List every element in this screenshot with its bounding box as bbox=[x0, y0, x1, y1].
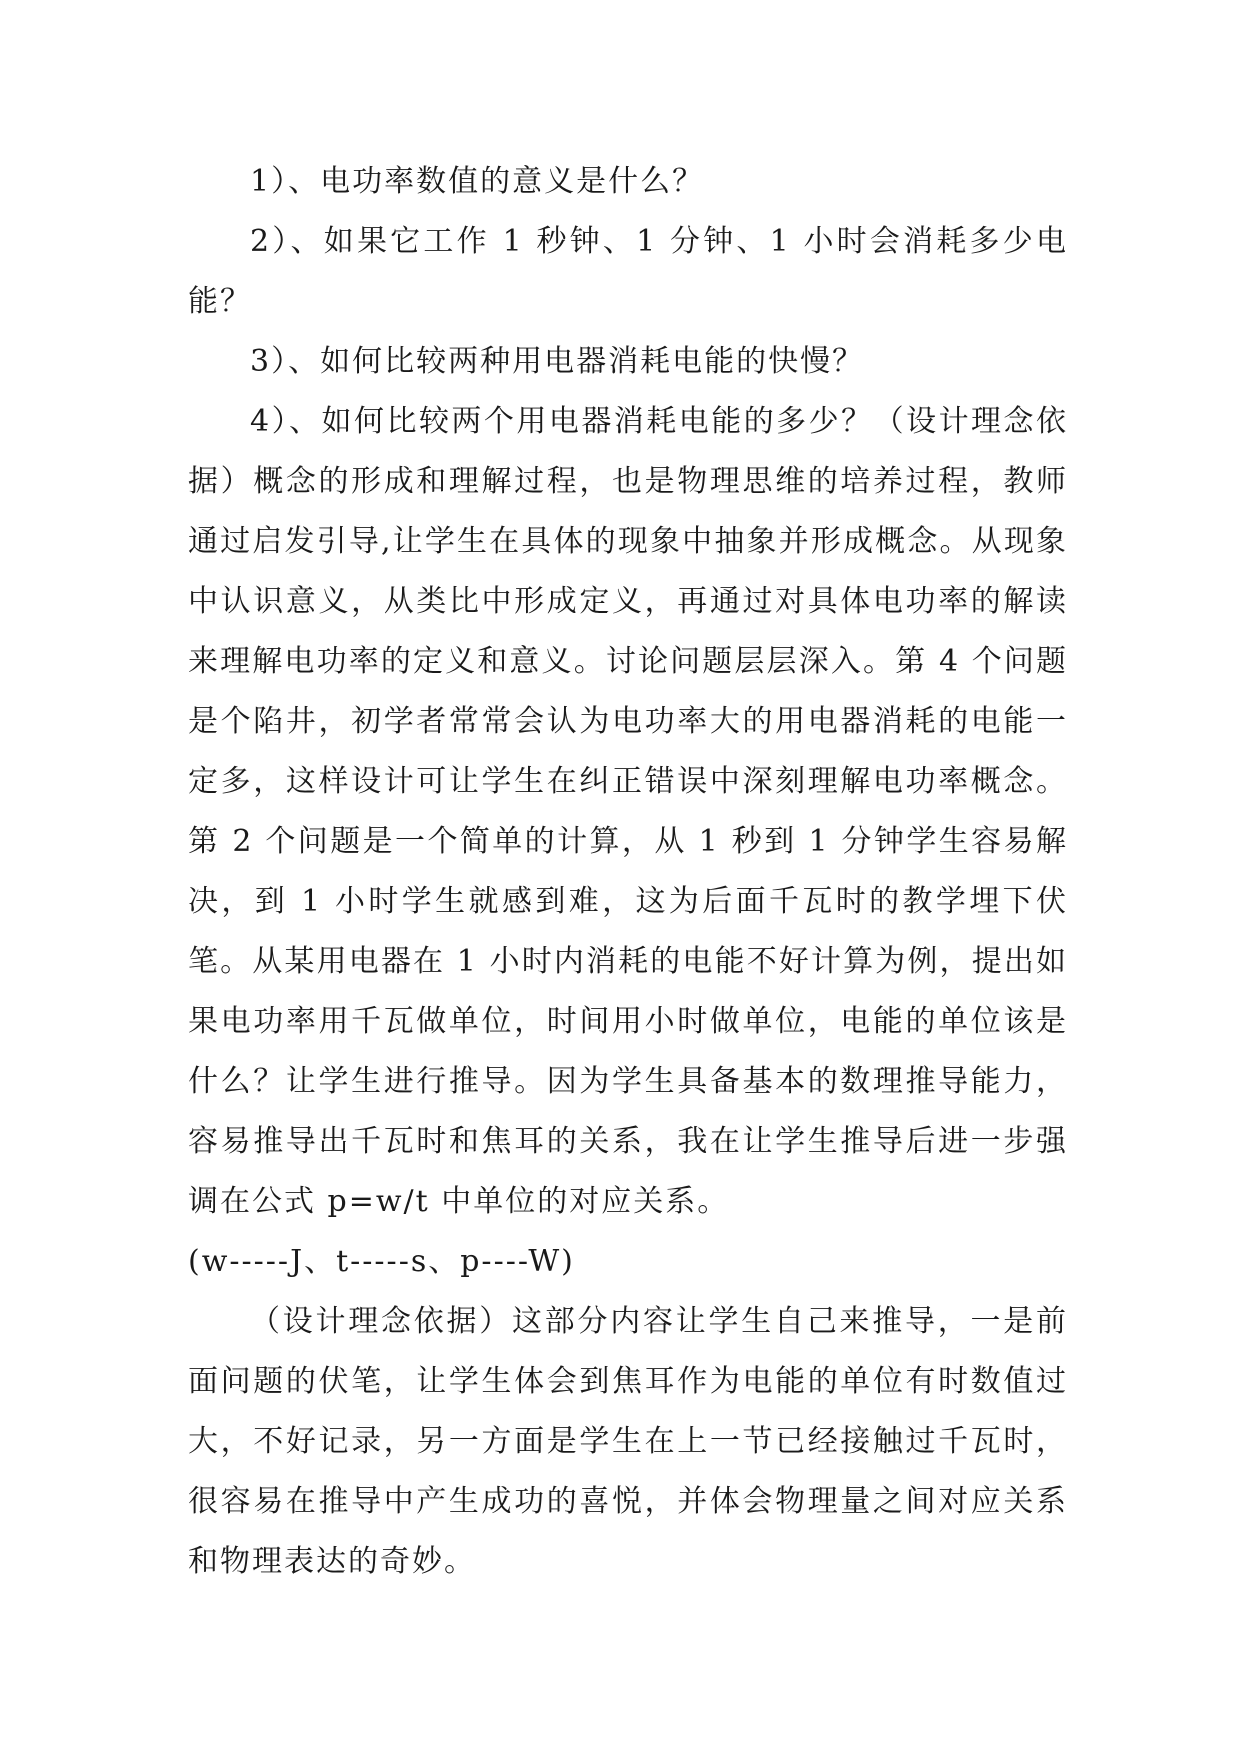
question-4-paragraph: 4）、如何比较两个用电器消耗电能的多少？（设计理念依据）概念的形成和理解过程，也是物理思维的培养过程，教师通过启发引导,让学生在具体的现象中抽象并形成概念。从现象中认识意义，从类比中形成定义，再通过对具体电功率的解读来理解电功率的定义和意义。讨论问题层层深入。第 4 个问题是个陷井，初学者常常会认为电功率大的用电器消耗的电能一定多，这样设计可让学生在纠正错误中深刻理解电功率概念。第 2 个问题是一个简单的计算，从 1 秒到 1 分钟学生容易解决，到 1 小时学生就感到难，这为后面千瓦时的教学埋下伏笔。从某用电器在 1 小时内消耗的电能不好计算为例，提出如果电功率用千瓦做单位，时间用小时做单位，电能的单位该是什么？让学生进行推导。因为学生具备基本的数理推导能力，容易推导出千瓦时和焦耳的关系，我在让学生推导后进一步强调在公式 p=w/t 中单位的对应关系。 bbox=[188, 404, 1068, 1219]
unit-correspondence-paragraph: (w-----J、t-----s、p----W) bbox=[188, 1244, 575, 1279]
question-1-paragraph: 1）、电功率数值的意义是什么？ bbox=[250, 164, 705, 199]
question-2-paragraph: 2）、如果它工作 1 秒钟、1 分钟、1 小时会消耗多少电能？ bbox=[188, 224, 1068, 319]
question-3-paragraph: 3）、如何比较两种用电器消耗电能的快慢？ bbox=[250, 344, 865, 379]
document-body bbox=[188, 152, 1068, 1592]
design-rationale-paragraph: （设计理念依据）这部分内容让学生自己来推导，一是前面问题的伏笔，让学生体会到焦耳作为电能的单位有时数值过大，不好记录，另一方面是学生在上一节已经接触过千瓦时，很容易在推导中产生成功的喜悦，并体会物理量之间对应关系和物理表达的奇妙。 bbox=[188, 1304, 1068, 1579]
